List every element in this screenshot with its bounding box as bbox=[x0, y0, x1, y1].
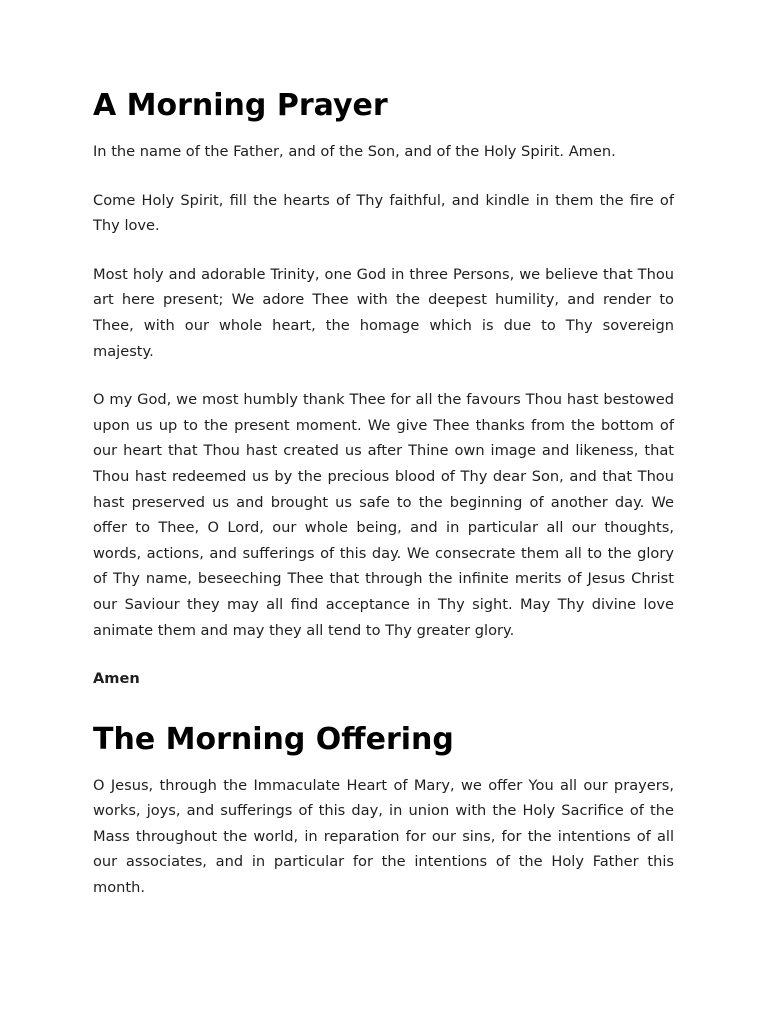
morning-prayer-title: A Morning Prayer bbox=[93, 88, 388, 123]
come-holy-spirit-paragraph: Come Holy Spirit, fill the hearts of Thy faithful, and kindle in them the fire of Thy love. bbox=[93, 191, 674, 235]
opening-sign-of-cross-paragraph: In the name of the Father, and of the Son, and of the Holy Spirit. Amen. bbox=[93, 143, 616, 160]
morning-offering-title: The Morning Offering bbox=[93, 721, 454, 757]
holy-trinity-paragraph: Most holy and adorable Trinity, one God in three Persons, we believe that Thou art here present; We adore Thee with the deepest humility, and render to Thee, with our whole heart, the homage which is due to Thy sovereign majesty. bbox=[93, 265, 674, 360]
thanksgiving-paragraph: O my God, we most humbly thank Thee for all the favours Thou hast bestowed upon us up to the present moment. We give Thee thanks from the bottom of our heart that Thou hast created us after Thine own image and likeness, that Thou hast redeemed us by the precious blood of Thy dear Son, and that Thou hast preserved us and brought us safe to the beginning of another day. We offer to Thee, O Lord, our whole being, and in particular all our thoughts, words, actions, and sufferings of this day. We consecrate them all to the glory of Thy name, beseeching Thee that through the infinite merits of Jesus Christ our Saviour they may all find acceptance in Thy sight. May Thy divine love animate them and may they all tend to Thy greater glory. bbox=[93, 391, 674, 639]
morning-offering-paragraph: O Jesus, through the Immaculate Heart of Mary, we offer You all our prayers, works, joys, and sufferings of this day, in union with the Holy Sacrifice of the Mass throughout the world, in reparation for our sins, for the intentions of all our associates, and in particular for the intentions of the Holy Father this month. bbox=[93, 776, 674, 897]
amen-closing: Amen bbox=[93, 670, 140, 688]
